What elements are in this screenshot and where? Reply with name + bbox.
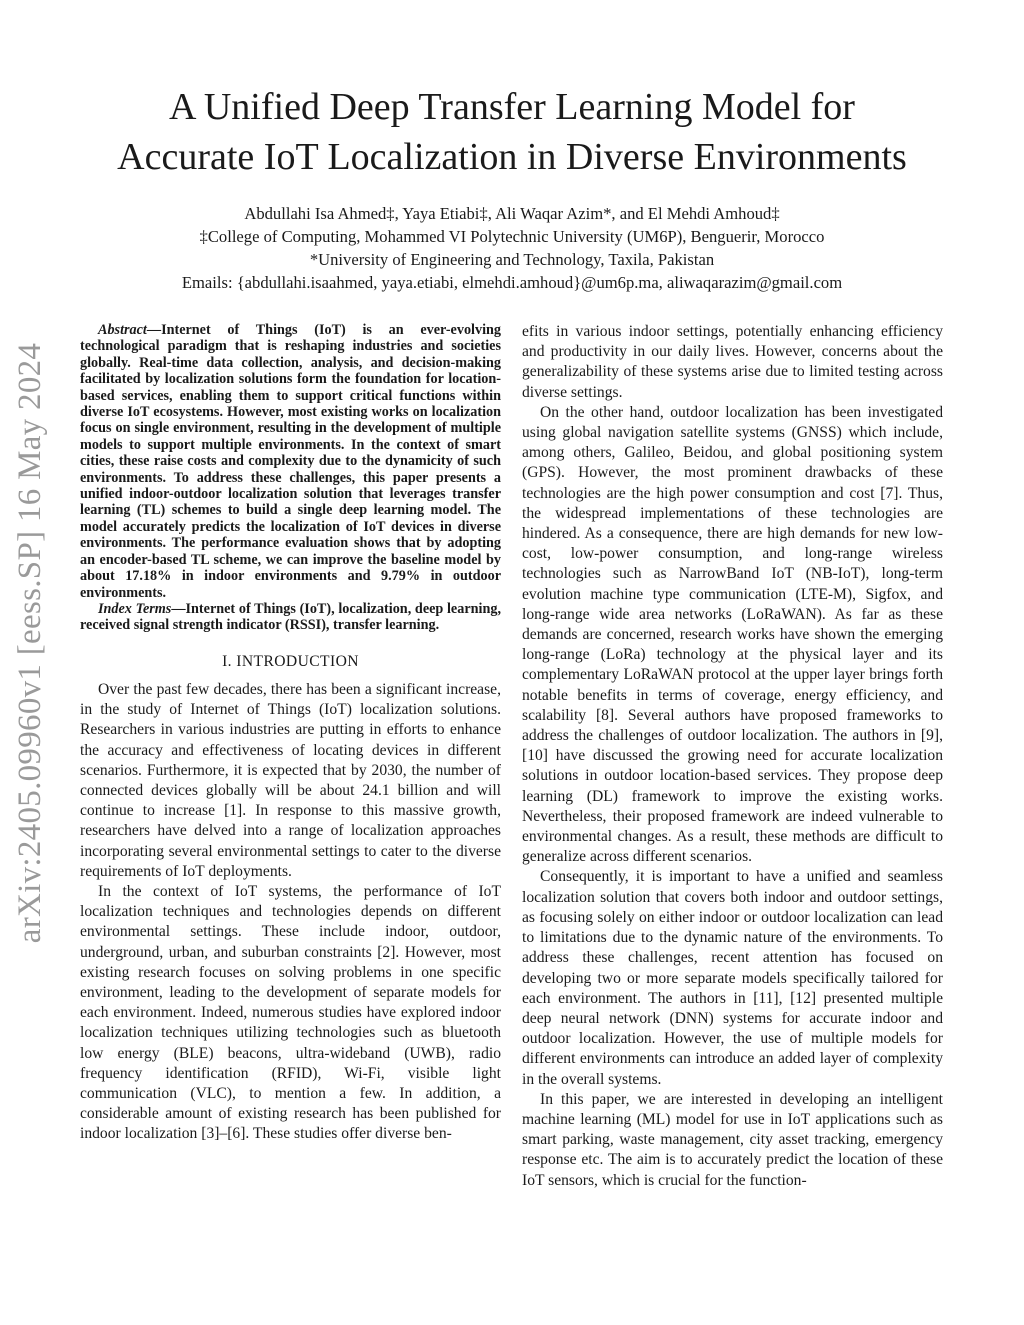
left-column (80, 322, 501, 1145)
arxiv-identifier: arXiv:2405.09960v1 [eess.SP] 16 May 2024 (12, 342, 48, 944)
paper-title (60, 82, 964, 182)
abstract-text: —Internet of Things (IoT) is an ever-evolving technological paradigm that is reshaping industries and societies globally. Real-time data collection, analysis, and decision-making facilitated by localization solutions form the foundation for location-based services, enabling them to support critical functions within diverse IoT ecosystems. However, most existing works on localization focus on single environment, resulting in the development of multiple models to support multiple environments. In the context of smart cities, these raise costs and complexity due to the dynamicity of such environments. To address these challenges, this paper presents a unified indoor-outdoor localization solution that leverages transfer learning (TL) schemes to build a single deep learning model. The model accurately predicts the localization of IoT devices in diverse environments. The performance evaluation shows that by adopting an encoder-based TL scheme, we can improve the baseline model by about 17.18% in indoor environments and 9.79% in outdoor environments. (80, 322, 501, 601)
abstract (80, 322, 501, 601)
intro-paragraph-2: In the context of IoT systems, the performance of IoT localization techniques and technologies depends on different environmental settings. These include indoor, outdoor, underground, urban, and suburban constraints [2]. However, most existing research focuses on solving problems in one specific environment, leading to the development of separate models for each environment. Indeed, numerous studies have explored indoor localization techniques utilizing technologies such as bluetooth low energy (BLE) beacons, ultra-wideband (UWB), radio frequency identification (RFID), Wi-Fi, visible light communication (VLC), to mention a few. In addition, a considerable amount of existing research has been published for indoor localization [3]–[6]. These studies offer diverse ben- (80, 882, 501, 1143)
author-emails: Emails: {abdullahi.isaahmed, yaya.etiabi, elmehdi.amhoud}@um6p.ma, aliwaqarazim@gmail.com (181, 273, 843, 292)
author-names: Abdullahi Isa Ahmed‡, Yaya Etiabi‡, Ali Waqar Azim*, and El Mehdi Amhoud‡ (244, 204, 780, 223)
section-heading-introduction: I. INTRODUCTION (222, 652, 359, 670)
right-paragraph-3: Consequently, it is important to have a unified and seamless localization solution that covers both indoor and outdoor settings, as focusing solely on either indoor or outdoor localization can lead to limitations due to the dynamic nature of the environments. To address these challenges, recent attention has focused on developing two or more separate models specifically tailored for each environment. The authors in [11], [12] presented multiple deep neural network (DNN) systems for accurate indoor and outdoor localization. However, the use of multiple models for different environments can introduce an added layer of complexity in the overall systems. (522, 868, 943, 1088)
right-column (522, 322, 943, 1191)
right-paragraph-1: efits in various indoor settings, potentially enhancing efficiency and productivity in our daily lives. However, concerns about the generalizability of these systems arise due to limited testing across diverse settings. (522, 323, 943, 401)
index-terms-text: —Internet of Things (IoT), localization, deep learning, received signal strength indicator (RSSI), transfer learning. (80, 600, 501, 634)
author-block (60, 202, 964, 294)
affiliation-2: *University of Engineering and Technology, Taxila, Pakistan (309, 250, 715, 269)
abstract-label: Abstract (98, 322, 147, 338)
right-paragraph-4: In this paper, we are interested in developing an intelligent machine learning (ML) model for use in IoT applications such as smart parking, waste management, city asset tracking, emergency response etc. The aim is to accurately predict the location of these IoT sensors, which is crucial for the function- (522, 1090, 943, 1189)
intro-paragraph-1: Over the past few decades, there has been a significant increase, in the study of Internet of Things (IoT) localization solutions. Researchers in various industries are putting in efforts to enhance the accuracy and effectiveness of locating devices in different scenarios. Furthermore, it is expected that by 2030, the number of connected devices globally will be about 24.1 billion and will continue to increase [1]. In response to this massive growth, researchers have delved into a range of localization approaches incorporating several environmental settings to cater to the diverse requirements of IoT deployments. (80, 680, 501, 880)
title-line-2: Accurate IoT Localization in Diverse Environments (117, 136, 907, 178)
affiliation-1: ‡College of Computing, Mohammed VI Polytechnic University (UM6P), Benguerir, Morocco (199, 227, 825, 246)
right-paragraph-2: On the other hand, outdoor localization has been investigated using global navigation satellite systems (GNSS) which include, among others, Galileo, Beidou, and global positioning system (GPS). However, the most prominent drawbacks of these technologies are the high power consumption and cost [7]. Thus, the widespread implementations of these technologies are hindered. As a consequence, there are high demands for new low-cost, low-power consumption, and long-range wireless technologies such as NarrowBand IoT (NB-IoT), long-term evolution machine type communication (LTE-M), Sigfox, and long-range wide area networks (LoRaWAN). As far as these demands are concerned, research works have shown the emerging long-range (LoRa) technology at the physical layer and its complementary LoRaWAN protocol at the upper layer brings forth notable benefits in terms of coverage, energy efficiency, and scalability [8]. Several authors have proposed frameworks to address the challenges of outdoor localization. The authors in [9], [10] have discussed the growing need for accurate localization solutions in outdoor location-based services. They propose deep learning (DL) framework to improve the existing works. Nevertheless, their proposed framework are indeed vulnerable to environmental changes. As a result, these methods are difficult to generalize across different scenarios. (522, 403, 943, 866)
title-line-1: A Unified Deep Transfer Learning Model for (169, 86, 855, 128)
index-terms (80, 601, 501, 634)
index-terms-label: Index Terms (98, 600, 172, 617)
